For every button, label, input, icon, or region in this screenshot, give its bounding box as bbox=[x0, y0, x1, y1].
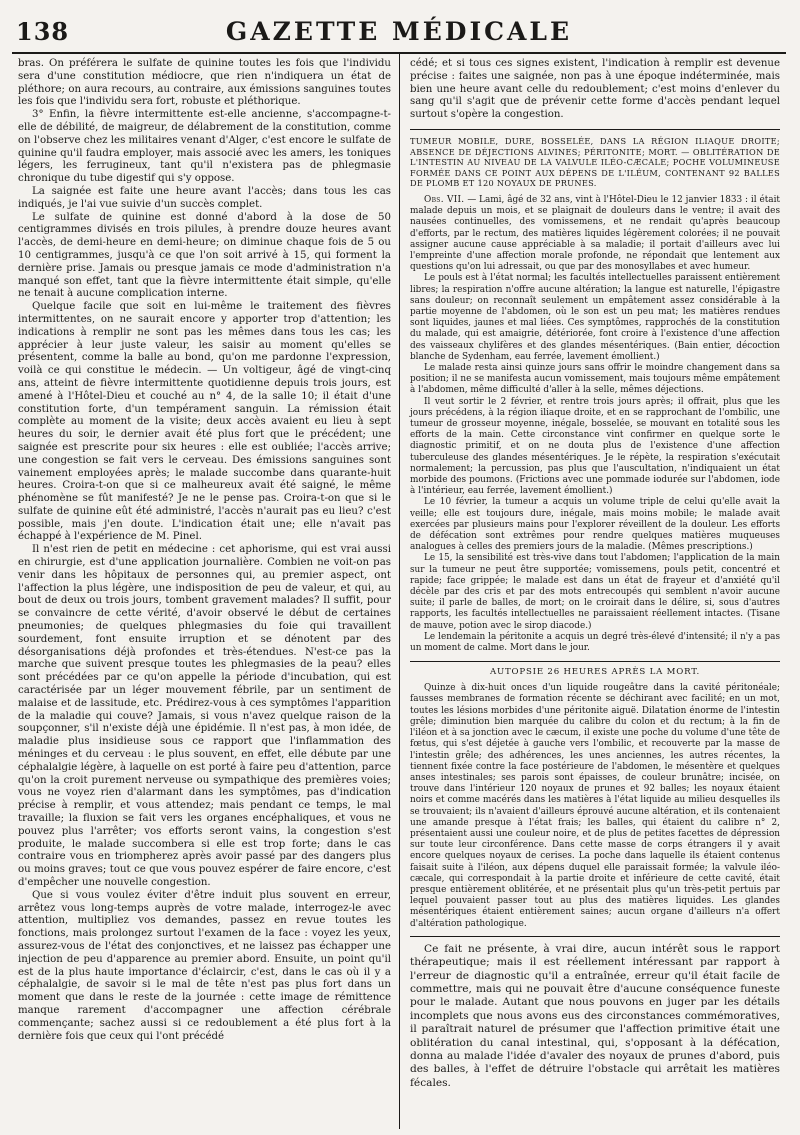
two-column-body bbox=[12, 54, 786, 1129]
left-paragraph: bras. On préférera le sulfate de quinine toutes les fois que l'individu sera d'une constitution médiocre, que rien n'indiquera un état de pléthore; on aura recours, au contraire, aux émissions sanguines toutes les fois que l'individu sera fort, robuste et pléthorique. bbox=[18, 58, 391, 108]
case-paragraph: Le malade resta ainsi quinze jours sans offrir le moindre changement dans sa position; il ne se manifesta aucun vomissement, mais toujours même empâtement à l'abdomen, même difficulté d'aller à la selle, mêmes déjections. bbox=[410, 363, 780, 396]
left-paragraph: 3° Enfin, la fièvre intermittente est-elle ancienne, s'accompagne-t-elle de débilité, de maigreur, de délabrement de la constitution, comme on l'observe chez les militaires venant d'Alger, c'est encore le sulfate de quinine qu'il faudra employer, mais associé avec les amers, les toniques légers, les ferrugineux, tant qu'il n'existera pas de phlegmasie chronique du tube digestif qui s'y oppose. bbox=[18, 109, 391, 185]
conclusion-paragraph: Ce fait ne présente, à vrai dire, aucun intérêt sous le rapport thérapeutique; mais il est réellement intéressant par rapport à l'erreur de diagnostic qu'il a entraînée, erreur qu'il était facile de commettre, mais qui ne pouvait être d'aucune conséquence funeste pour le malade. Autant que nous pouvons en juger par les détails incomplets que nous avons eus des circonstances commémoratives, il paraîtrait naturel de présumer que l'affection primitive était une oblitération du canal intestinal, qui, s'opposant à la défécation, donna au malade l'idée d'avaler des noyaux de prunes d'abord, puis des balles, à l'effet de détruire l'obstacle qui arrêtait les matières fécales. bbox=[410, 942, 780, 1089]
page-number: 138 bbox=[16, 17, 70, 46]
right-column bbox=[399, 54, 786, 1129]
autopsy-heading: AUTOPSIE 26 HEURES APRÈS LA MORT. bbox=[410, 661, 780, 677]
left-paragraph: Quelque facile que soit en lui-même le traitement des fièvres intermittentes, on ne saurait encore y apporter trop d'attention; les indications à remplir ne sont pas les mêmes dans tous les cas; les apprécier à leur juste valeur, les saisir au moment qu'elles se présentent, comme la balle au bond, qu'on me pardonne l'expression, voilà ce qui constitue le médecin. — Un voltigeur, âgé de vingt-cinq ans, atteint de fièvre intermittente quotidienne depuis trois jours, est amené à l'Hôtel-Dieu et couché au n° 4, de la salle 10; il était d'une constitution forte, d'un tempérament sanguin. La rémission était complète au moment de la visite; deux accès avaient eu lieu à sept heures du soir, le dernier avait été plus fort que le précédent; une saignée est prescrite pour six heures : elle est oubliée; l'accès arrive; une congestion se fait vers le cerveau. Des émissions sanguines sont vainement employées après; le malade succombe dans quarante-huit heures. Croira-t-on que si ce malheureux avait été saigné, le même phénomène se fût manifesté? Je ne le pense pas. Croira-t-on que si le sulfate de quinine eût été administré, l'accès n'aurait pas eu lieu? c'est possible, mais j'en doute. L'indication était une; elle n'avait pas échappé à l'expérience de M. Pinel. bbox=[18, 301, 391, 543]
case-paragraph: Il veut sortir le 2 février, et rentre trois jours après; il offrait, plus que les jours précédens, à la région iliaque droite, et en se rapprochant de l'ombilic, une tumeur de grosseur moyenne, inégale, bosselée, se mouvant en totalité sous les efforts de la main. Cette circonstance vint confirmer en quelque sorte le diagnostic primitif, et on ne douta plus de l'existence d'une affection tuberculeuse des glandes mésentériques. Je le répète, la respiration s'exécutait normalement; la percussion, pas plus que l'auscultation, n'indiquaient un état morbide des poumons. (Frictions avec une pommade iodurée sur l'abdomen, iode à l'intérieur, eau ferrée, lavement émollient.) bbox=[410, 396, 780, 497]
journal-title: GAZETTE MÉDICALE bbox=[225, 17, 573, 46]
case-label: Obs. VII. bbox=[424, 194, 465, 205]
autopsy-paragraph: Quinze à dix-huit onces d'un liquide rougeâtre dans la cavité péritonéale; fausses membranes de formation récente se déchirant avec facilité; en un mot, toutes les lésions morbides d'une péritonite aiguë. Dilatation énorme de l'intestin grêle; diminution bien marquée du calibre du colon et du rectum; à la fin de l'iléon et à sa jonction avec le cæcum, il existe une poche du volume d'une tête de fœtus, qui s'est déjetée à gauche vers l'ombilic, et recouverte par la masse de l'intestin grêle; des adhérences, les unes anciennes, les autres récentes, la tiennent fixée contre la face postérieure de l'abdomen, le mésentère et quelques anses intestinales; ses parois sont épaisses, de couleur brunâtre; incisée, on trouve dans l'intérieur 120 noyaux de prunes et 92 balles; les noyaux étaient noirs et comme macérés dans les matières à l'état liquide au milieu desquelles ils se trouvaient; ils n'avaient d'ailleurs éprouvé aucune altération, et ils contenaient une amande presque à l'état frais; les balles, qui étaient du calibre n° 2, présentaient aussi une couleur noire, et de plus de petites facettes de dépression sur toute leur circonférence. Dans cette masse de corps étrangers il y avait encore quelques noyaux de cerises. La poche dans laquelle ils étaient contenus faisait suite à l'iléon, aux dépens duquel elle paraissait formée; la valvule iléo-cæcale, qui correspondait à la partie droite et inférieure de cette cavité, était presque entièrement oblitérée, et ne présentait plus qu'un très-petit pertuis par lequel pouvaient passer tout au plus des matières liquides. Les glandes mésentériques étaient entièrement saines; aucun organe d'ailleurs n'a offert d'altération pathologique. bbox=[410, 683, 780, 929]
continuation-paragraph: cédé; et si tous ces signes existent, l'indication à remplir est devenue précise : faites une saignée, non pas à une époque indéterminée, mais bien une heure avant celle du redoublement; c'est moins d'enlever du sang qu'il s'agit que de prévenir cette forme d'accès pendant lequel surtout s'opère la congestion. bbox=[410, 58, 780, 121]
case-paragraph: Le pouls est à l'état normal; les facultés intellectuelles paraissent entièrement libres; la respiration n'offre aucune altération; la langue est naturelle, l'épigastre sans douleur; on reconnaît seulement un empâtement assez considérable à la partie moyenne de l'abdomen, où le son est un peu mat; les matières rendues sont liquides, jaunes et mal liées. Ces symptômes, rapprochés de la constitution du malade, qui est amaigrie, détériorée, font croire à l'existence d'une affection des vaisseaux chylifères et des glandes mésentériques. (Bain entier, décoction blanche de Sydenham, eau ferrée, lavement émollient.) bbox=[410, 273, 780, 362]
case-report bbox=[410, 195, 780, 654]
conclusion bbox=[410, 943, 780, 1090]
running-head bbox=[12, 10, 786, 46]
left-column bbox=[12, 54, 399, 1129]
case-rubric bbox=[410, 129, 780, 189]
autopsy-report bbox=[410, 683, 780, 929]
left-paragraph: Que si vous voulez éviter d'être induit plus souvent en erreur, arrêtez vous long-temps auprès de votre malade, interrogez-le avec attention, multipliez vos demandes, passez en revue toutes les fonctions, mais prolongez surtout l'examen de la face : voyez les yeux, assurez-vous de l'état des conjonctives, et ne laissez pas échapper une injection de peu d'apparence au premier abord. Ensuite, un point qu'il est de la plus haute importance d'éclaircir, c'est, dans le cas où il y a céphalalgie, de savoir si le mal de tête n'est pas plus fort dans un moment que dans le reste de la journée : cette image de rémittence manque rarement d'accompagner une affection cérébrale commençante; sachez aussi si ce redoublement a été plus fort à la dernière fois que ceux qui l'ont précédé bbox=[18, 889, 391, 1042]
section-divider bbox=[410, 936, 780, 937]
case-rubric-text: TUMEUR MOBILE, DURE, BOSSELÉE, DANS LA RÉGION ILIAQUE DROITE; ABSENCE DE DÉJECTIONS ALVINES; PÉRITONITE; MORT. — OBLITÉRATION DE L'INTESTIN AU NIVEAU DE LA VALVULE ILÉO-CÆCALE; POCHE VOLUMINEUSE FORMÉE DANS CE POINT AUX DÉPENS DE L'ILÉUM, CONTENANT 92 BALLES DE PLOMB ET 120 NOYAUX DE PRUNES. bbox=[410, 135, 780, 189]
case-paragraph bbox=[410, 195, 780, 273]
case-paragraph-text: — Lami, âgé de 32 ans, vint à l'Hôtel-Dieu le 12 janvier 1833 : il était malade depuis un mois, et se plaignait de douleurs dans le ventre; il avait des nausées continuelles, des vomissemens, et ne rendait qu'après beaucoup d'efforts, par le rectum, des matières liquides légèrement colorées; il ne pouvait assigner aucune cause appréciable à sa maladie; il portait d'ailleurs avec lui l'empreinte d'une affection morale profonde, ne répondait que lentement aux questions qu'on lui adressait, ou que par des monosyllabes et avec humeur. bbox=[410, 194, 780, 273]
left-paragraph: Le sulfate de quinine est donné d'abord à la dose de 50 centigrammes divisés en trois pilules, à prendre douze heures avant l'accès, de demi-heure en demi-heure; on diminue chaque fois de 5 ou 10 centigrammes, jusqu'à ce que l'on soit arrivé à 15, qui forment la dernière prise. Jamais ou presque jamais ce mode d'administration n'a manqué son effet, tant que la fièvre intermittente était simple, qu'elle ne tenait à aucune complication interne. bbox=[18, 211, 391, 300]
case-paragraph: Le lendemain la péritonite a acquis un degré très-élevé d'intensité; il n'y a pas un moment de calme. Mort dans le jour. bbox=[410, 631, 780, 654]
left-paragraph: Il n'est rien de petit en médecine : cet aphorisme, qui est vrai aussi en chirurgie, est d'une application journalière. Combien ne voit-on pas venir dans les hôpitaux de personnes qui, au premier aspect, ont l'affection la plus légère, une indisposition de peu de valeur, et qui, au bout de deux ou trois jours, tombent gravement malades? Il suffit, pour se convaincre de cette vérité, d'avoir observé le début de certaines pneumonies; de quelques phlegmasies du foie qui travaillent sourdement, font ensuite irruption et se dénotent par des désorganisations déjà profondes et très-étendues. N'est-ce pas la marche que suivent presque toutes les phlegmasies de la peau? elles sont précédées par ce qu'on appelle la période d'incubation, qui est caractérisée par un léger mouvement fébrile, par un sentiment de malaise et de lassitude, etc. Prédirez-vous à ces symptômes l'apparition de la maladie qui couve? Jamais, si vous n'avez quelque raison de la soupçonner, s'il n'existe déjà une épidémie. Il n'est pas, à mon idée, de maladie plus insidieuse sous ce rapport que l'inflammation des méninges et du cerveau : le plus souvent, en effet, elle débute par une céphalalgie légère, à laquelle on est porté à faire peu d'attention, parce qu'on la croit purement nerveuse ou sympathique des premières voies; vous ne voyez rien d'alarmant dans les symptômes, pas d'indication précise à remplir, et vous attendez; mais pendant ce temps, le mal travaille; la fluxion se fait vers les organes encéphaliques, et vous ne pouvez plus l'arrêter; vos efforts seront vains, la congestion s'est produite, le malade succombera si elle est trop forte; dans le cas contraire vous en triompherez après avoir passé par des dangers plus ou moins graves; tout ce que vous pouvez espérer de faire encore, c'est d'empêcher une nouvelle congestion. bbox=[18, 544, 391, 888]
case-paragraph: Le 10 février, la tumeur a acquis un volume triple de celui qu'elle avait la veille; elle est toujours dure, inégale, mais moins mobile; le malade avait exercées par plusieurs mains pour l'explorer réveillent de la douleur. Les efforts de défécation sont extrêmes pour rendre quelques matières muqueuses analogues à celles des premiers jours de la maladie. (Mêmes prescriptions.) bbox=[410, 497, 780, 553]
left-paragraph: La saignée est faite une heure avant l'accès; dans tous les cas indiqués, je l'ai vue suivie d'un succès complet. bbox=[18, 185, 391, 210]
case-paragraph: Le 15, la sensibilité est très-vive dans tout l'abdomen; l'application de la main sur la tumeur ne peut être supportée; vomissemens, pouls petit, concentré et rapide; face grippée; le malade est dans un état de frayeur et d'anxiété qu'il décèle par des cris et par des mots entrecoupés qui semblent n'avoir aucune suite; il parle de balles, de mort; on le croirait dans le délire, si, sous d'autres rapports, les facultés intellectuelles ne paraissaient réellement intactes. (Tisane de mauve, potion avec le sirop diacode.) bbox=[410, 553, 780, 631]
